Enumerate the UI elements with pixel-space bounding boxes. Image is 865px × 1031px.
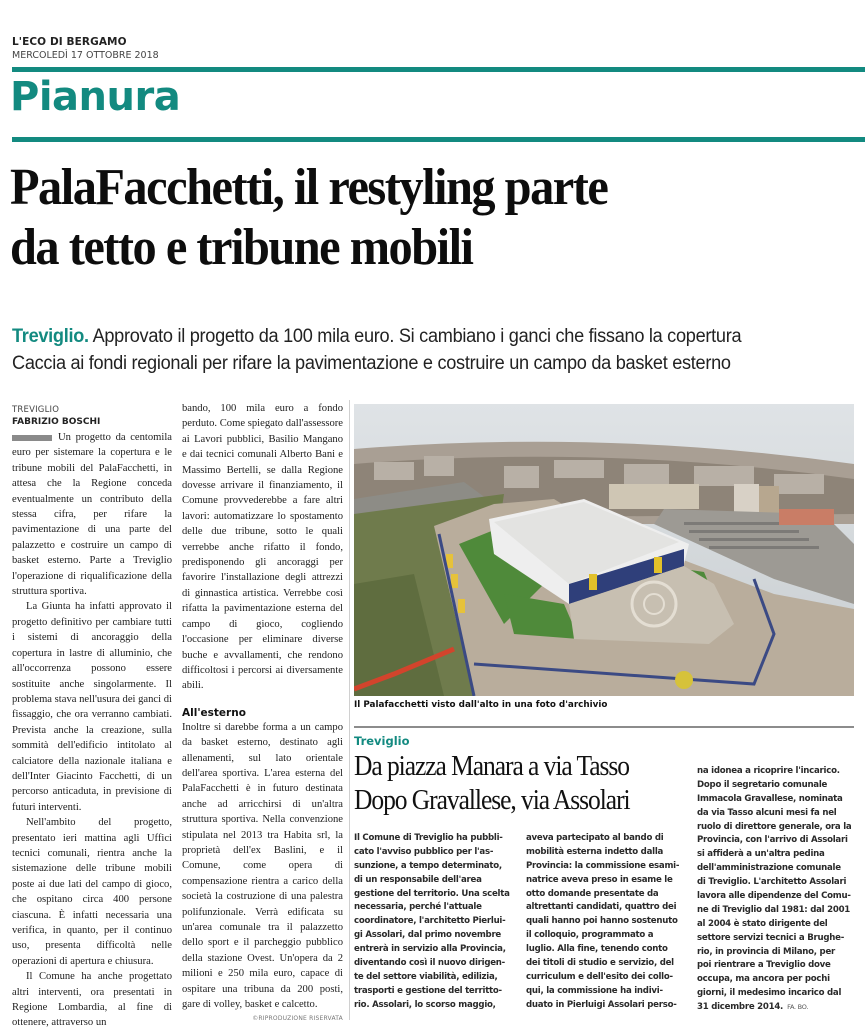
paragraph: Il Comune ha anche progettato altri interventi, ora presentati in Regione Lombardia, al fine di ottenere, attraverso un	[12, 971, 172, 1029]
section-title: Pianura	[10, 74, 181, 120]
aerial-photo	[354, 404, 854, 696]
photo-caption: Il Palafacchetti visto dall'alto in una foto d'archivio	[354, 700, 608, 710]
sidebar-column-2	[526, 832, 679, 1013]
article-subhead	[12, 323, 827, 377]
paragraph: Nell'ambito del progetto, presentato ieri mattina agli Uffici tecnici comunali, rientra anche la sistemazione delle tribune mobili poste ai due lati del campo di gioco, che ospitano circa 400 persone ciascuna. È infatti necessaria una verifica, in quanto, per il continuo uso, presenta difficoltà nelle operazioni di apertura e chiusura.	[12, 817, 172, 967]
text-line: mobilità esterna indetto dalla	[526, 846, 664, 857]
section-rule-bottom	[12, 137, 865, 142]
text-line: settore servizi tecnici a Brughe-	[697, 932, 845, 943]
text-line: dei titoli di studio e servizio, del	[526, 958, 674, 969]
text-line: curriculum e dell'esito dei collo-	[526, 971, 673, 982]
publication-date: MERCOLEDÌ 17 OTTOBRE 2018	[12, 50, 159, 61]
text-line: Provincia, con l'arrivo di Assolari	[697, 835, 848, 846]
text-line: entrerà in servizio alla Provincia,	[354, 944, 506, 955]
inline-subtitle: All'esterno	[182, 706, 246, 719]
text-line: qui, la commissione ha indivi-	[526, 985, 663, 996]
sidebar-kicker: Treviglio	[354, 734, 410, 748]
text-line: 31 dicembre 2014. FA. BO.	[697, 1002, 809, 1013]
text-line: si affiderà a un'altra pedina	[697, 849, 825, 860]
text-line: na idonea a ricoprire l'incarico.	[697, 766, 840, 776]
text-line: luglio. Alla fine, tenendo conto	[526, 944, 668, 955]
text-line: gi Assolari, dal primo novembre	[354, 930, 502, 941]
text-line: Immacola Gravallese, nominata	[697, 793, 843, 804]
text-line: giorni, il medesimo incarico dal	[697, 988, 842, 999]
text-line: ne di Treviglio dal 1981: dal 2001	[697, 904, 851, 915]
text-line: diventando così il nuovo dirigen-	[354, 958, 505, 969]
sidebar-column-3	[697, 765, 851, 1015]
headline-line: Dopo Gravallese, via Assolari	[354, 784, 630, 816]
newspaper-name: L'ECO DI BERGAMO	[12, 36, 127, 48]
text-line: gestione del territorio. Una scelta	[354, 888, 510, 899]
text-line: duato in Pierluigi Assolari perso-	[526, 999, 677, 1010]
lead-marker	[12, 435, 52, 441]
text-line: il colloquio, programmato a	[526, 930, 654, 941]
sidebar-column-1	[354, 832, 510, 1013]
text-line: Dopo il segretario comunale	[697, 779, 828, 790]
text-line: da via Tasso alcuni mesi fa nel	[697, 807, 837, 818]
text-line: natrice aveva preso in esame le	[526, 874, 673, 885]
subhead-line-1: Approvato il progetto da 100 mila euro. Si cambiano i ganci che fissano la copertura	[92, 326, 742, 347]
text-line: rio, in provincia di Milano, per	[697, 946, 836, 957]
text-line: coordinatore, l'architetto Pierlui-	[354, 916, 506, 927]
sidebar-rule	[354, 726, 854, 728]
text-line: necessaria, perché l'attuale	[354, 902, 482, 913]
text-line: aveva partecipato al bando di	[526, 833, 664, 843]
text-line: cato l'avviso pubblico per l'as-	[354, 846, 494, 857]
headline-line: Da piazza Manara a via Tasso	[354, 750, 629, 782]
palafacchetti-aerial-image	[354, 404, 854, 696]
paragraph: Inoltre si darebbe forma a un campo da basket esterno, destinato agli allenamenti, sul lato orientale dell'area sportiva. L'area esterna del PalaFacchetti è in futuro destinata anche ad arricchirsi di un'altra struttura sportiva. Nella convenzione stipulata nel 2013 tra Habita srl, la proprietà dell'ex Baslini, e il Comune, come opera di compensazione rientra a carico della società la costruzione di una palestra polifunzionale. Verrà edificata su un'area comunale tra il palazzetto dello sport e il parcheggio pubblico della stazione Ovest. Un'opera da 2 milioni e 250 mila euro, capace di ospitare una tribuna da 200 posti, gare di volley, basket e calcetto.	[182, 721, 343, 1011]
text-line: di un responsabile dell'area	[354, 874, 482, 885]
paragraph: bando, 100 mila euro a fondo perduto. Come spiegato dall'assessore ai Lavori pubblici, Basilio Mangano e dai tecnici comunali Alberto Bani e Massimo Bertelli, se dalla Regione dovesse arrivare il finanziamento, il Comune provvederebbe a fare altri lavori: automatizzare lo spostamento delle due tribune, sotto le quali verrebbe anche rifatto il fondo, predisponendo gli ancoraggi per favorire l'installazione degli attrezzi di ginnastica artistica. Verrebbe così rifatta la pavimentazione esterna del campo di gioco, cogliendo l'occasione per eliminare diverse buche e avvallamenti, che rendono difficoltosi i percorsi ai diversamente abili.	[182, 403, 343, 692]
text-line: sunzione, a tempo determinato,	[354, 860, 502, 871]
sidebar-headline	[354, 749, 630, 817]
headline-line: PalaFacchetti, il restyling parte	[10, 159, 608, 216]
article-column-1	[12, 404, 172, 1031]
text-line: al 2004 è stato dirigente del	[697, 918, 828, 929]
text-line: quali hanno poi hanno sostenuto	[526, 916, 678, 927]
text-line: dell'amministrazione comunale	[697, 863, 841, 874]
author-byline: FABRIZIO BOSCHI	[12, 417, 101, 427]
text-line: lavora alle dipendenze del Comu-	[697, 891, 851, 902]
text-line: trasporti e gestione del territto-	[354, 985, 502, 996]
text-line: occupa, ma ancora per pochi	[697, 974, 830, 985]
text-line: Il Comune di Treviglio ha pubbli-	[354, 833, 503, 843]
text-line: te del settore viabilità, edilizia,	[354, 971, 498, 982]
paragraph: La Giunta ha infatti approvato il progetto definitivo per cambiare tutti i sistemi di ancoraggio della copertura in lastre di alluminio, che all'occorrenza possono essere sostituite anche singolarmente. Il problema stava nell'usura dei ganci di fissaggio, che ora verranno cambiati. Prevista anche la creazione, sulla sommità dell'edificio intitolato al calciatore della nazionale italiana e dell'Inter Giacinto Facchetti, di un percorso anticaduta, in previsione di futuri interventi.	[12, 601, 172, 813]
headline-line: da tetto e tribune mobili	[10, 219, 473, 276]
text-line: otto domande presentate da	[526, 888, 659, 899]
text-line: Provincia: la commissione esami-	[526, 860, 680, 871]
text-line: di Treviglio. L'architetto Assolari	[697, 877, 847, 888]
subhead-kicker: Treviglio.	[12, 326, 89, 347]
author-signature: FA. BO.	[787, 1003, 809, 1012]
section-rule-top	[12, 67, 865, 72]
subhead-line-2: Caccia ai fondi regionali per rifare la pavimentazione e costruire un campo da basket esterno	[12, 353, 731, 374]
text-line: poi rientrare a Treviglio dove	[697, 960, 831, 971]
column-divider	[349, 400, 350, 1020]
article-column-2	[182, 401, 343, 1022]
text-line: ruolo di direttore generale, ora la	[697, 821, 852, 832]
dateline-place: TREVIGLIO	[12, 405, 60, 415]
text-line: rio. Assolari, lo scorso maggio,	[354, 999, 496, 1010]
copyright-notice: ©RIPRODUZIONE RISERVATA	[252, 1015, 343, 1023]
paragraph: Un progetto da centomila euro per sistemare la copertura e le tribune mobili del PalaFacchetti, in attesa che la Regione conceda eventualmente un contributo della stessa cifra, per rifare la pavimentazione di una parte del palazzetto e costruire un campo di basket esterno. Parte a Treviglio l'operazione di riqualificazione della struttura sportiva.	[12, 432, 172, 598]
article-headline	[10, 158, 805, 278]
text-line: altrettanti candidati, quattro dei	[526, 902, 677, 913]
